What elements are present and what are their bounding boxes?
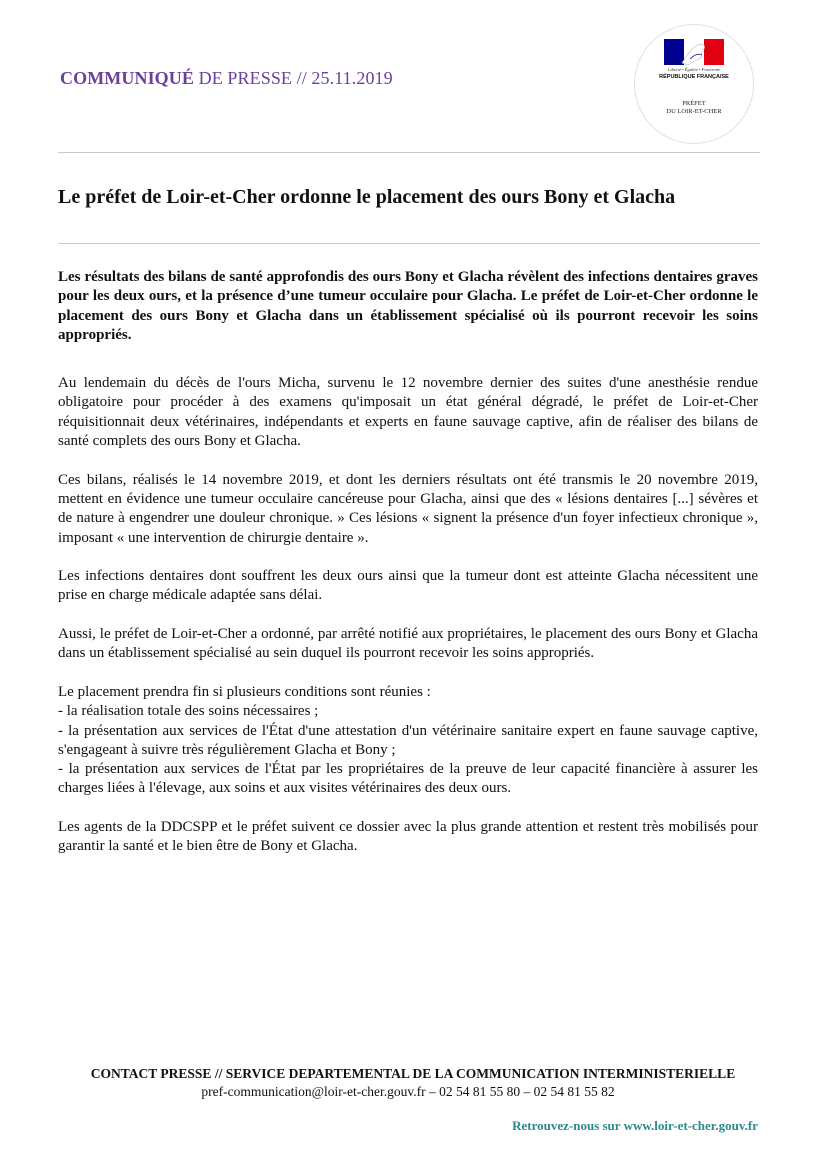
condition-item: - la présentation aux services de l'État par les propriétaires de la preuve de leur capacité financière à assurer les charges liées à l'élevage, aux soins et aux visites vétérinaires des deux ours. (58, 761, 758, 797)
body-paragraph: Les infections dentaires dont souffrent les deux ours ainsi que la tumeur dont est atteinte Glacha nécessitent une prise en charge médicale adaptée sans délai. (58, 568, 758, 604)
title-divider (58, 243, 760, 244)
republic-name: RÉPUBLIQUE FRANÇAISE (659, 74, 729, 80)
press-release-date: DE PRESSE // 25.11.2019 (194, 68, 393, 88)
prefecture-name (635, 100, 753, 116)
prefecture-name-line1: PRÉFET (682, 100, 706, 107)
press-release-label (60, 68, 393, 89)
conditions-intro: Le placement prendra fin si plusieurs conditions sont réunies : (58, 683, 431, 700)
lead-paragraph: Les résultats des bilans de santé approfondis des ours Bony et Glacha révèlent des infections dentaires graves pour les deux ours, et la présence d’une tumeur occulaire pour Glacha. Le préfet de Loir-et-Cher ordonne le placement des ours Bony et Glacha dans un établissement spécialisé où ils pourront recevoir les soins appropriés. (58, 269, 758, 343)
footer-contact-details: pref-communication@loir-et-cher.gouv.fr – 02 54 81 55 80 – 02 54 81 55 82 (201, 1084, 615, 1099)
top-divider (58, 152, 760, 153)
press-release-label-bold: COMMUNIQUÉ (60, 68, 194, 88)
footer-website-link[interactable]: Retrouvez-nous sur www.loir-et-cher.gouv.fr (512, 1118, 758, 1133)
press-release-body (58, 268, 758, 876)
page-title: Le préfet de Loir-et-Cher ordonne le placement des ours Bony et Glacha (58, 186, 676, 208)
marianne-flag-icon (664, 39, 724, 65)
body-paragraph: Au lendemain du décès de l'ours Micha, survenu le 12 novembre dernier des suites d'une anesthésie rendue obligatoire pour procéder à des examens qu'imposait un état général dégradé, le préfet de Loir-et-Cher réquisitionnait deux vétérinaires, indépendants et experts en faune sauvage captive, afin de réaliser des bilans de santé complets des ours Bony et Glacha. (58, 375, 758, 450)
republic-motto: Liberté • Égalité • Fraternité (667, 67, 721, 72)
prefecture-name-line2: DU LOIR-ET-CHER (666, 108, 722, 115)
body-paragraph: Aussi, le préfet de Loir-et-Cher a ordonné, par arrêté notifié aux propriétaires, le placement des ours Bony et Glacha dans un établissement spécialisé au sein duquel ils pourront recevoir les soins appropriés. (58, 626, 758, 662)
footer-contact: CONTACT PRESSE // SERVICE DEPARTEMENTAL DE LA COMMUNICATION INTERMINISTERIELLE (90, 1066, 736, 1081)
condition-item: - la présentation aux services de l'État d'une attestation d'un vétérinaire sanitaire expert en faune sauvage captive, s'engageant à suivre très régulièrement Glacha et Bony ; (58, 722, 758, 758)
conditions-list (58, 683, 758, 799)
closing-paragraph: Les agents de la DDCSPP et le préfet suivent ce dossier avec la plus grande attention et restent très mobilisés pour garantir la santé et le bien être de Bony et Glacha. (58, 819, 758, 855)
body-paragraph: Ces bilans, réalisés le 14 novembre 2019, et dont les derniers résultats ont été transmis le 20 novembre 2019, mettent en évidence une tumeur occulaire cancéreuse pour Glacha, ainsi que des « lésions dentaires [...] sévères et de nature à engendrer une douleur chronique. » Ces lésions « signent la présence d'un foyer infectieux chronique », imposant « une intervention de chirurgie dentaire ». (58, 471, 758, 546)
prefecture-logo (634, 24, 754, 144)
condition-item: - la réalisation totale des soins nécessaires ; (58, 703, 319, 720)
